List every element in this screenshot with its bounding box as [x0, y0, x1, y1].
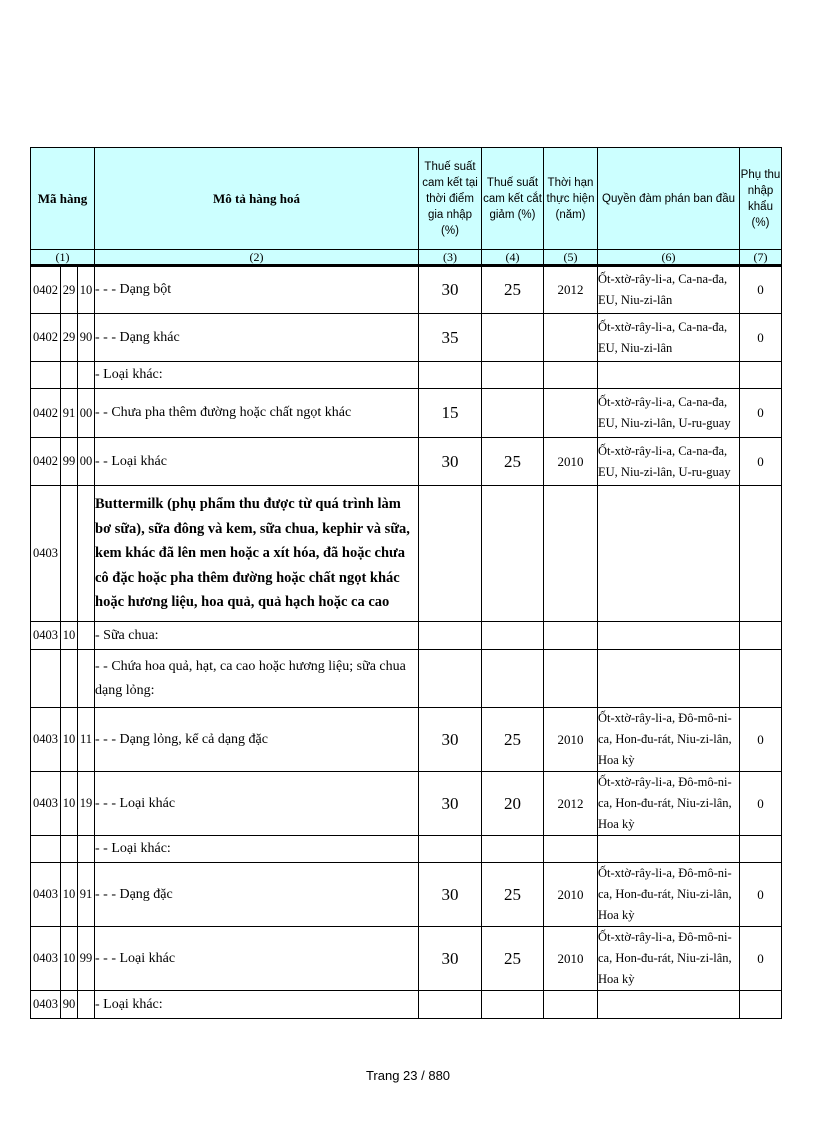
header-quyen-dam-phan: Quyền đàm phán ban đầu [598, 148, 740, 250]
table-row [31, 314, 782, 362]
reduced-rate [482, 389, 544, 438]
description: - - Chưa pha thêm đường hoặc chất ngọt khác [95, 389, 419, 438]
code-part-2: 29 [61, 314, 78, 362]
table-row [31, 863, 782, 927]
header-row [31, 148, 782, 250]
implementation-year [544, 991, 598, 1019]
code-part-3 [78, 486, 95, 622]
code-part-2: 10 [61, 708, 78, 772]
implementation-year [544, 486, 598, 622]
negotiating-rights: Ốt-xtờ-rây-li-a, Đô-mô-ni-ca, Hon-đu-rát, Niu-zi-lân, Hoa kỳ [598, 927, 740, 991]
col-number-5: (5) [544, 250, 598, 266]
code-part-2 [61, 650, 78, 708]
code-part-1: 0402 [31, 438, 61, 486]
code-part-3: 91 [78, 863, 95, 927]
header-phu-thu: Phụ thu nhập khẩu (%) [740, 148, 782, 250]
code-part-1: 0403 [31, 772, 61, 836]
col-number-4: (4) [482, 250, 544, 266]
bound-rate [419, 650, 482, 708]
code-part-3 [78, 991, 95, 1019]
import-surcharge: 0 [740, 772, 782, 836]
header-thoi-han: Thời hạn thực hiện (năm) [544, 148, 598, 250]
reduced-rate [482, 362, 544, 389]
code-part-1: 0403 [31, 927, 61, 991]
description: - - - Dạng khác [95, 314, 419, 362]
bound-rate: 30 [419, 266, 482, 314]
code-part-1: 0402 [31, 389, 61, 438]
description: - Sữa chua: [95, 622, 419, 650]
negotiating-rights: Ốt-xtờ-rây-li-a, Đô-mô-ni-ca, Hon-đu-rát, Niu-zi-lân, Hoa kỳ [598, 708, 740, 772]
code-part-3: 00 [78, 438, 95, 486]
bound-rate [419, 836, 482, 863]
code-part-1: 0403 [31, 708, 61, 772]
page-footer: Trang 23 / 880 [365, 1068, 451, 1083]
bound-rate: 30 [419, 927, 482, 991]
table-row [31, 650, 782, 708]
table-row [31, 362, 782, 389]
negotiating-rights [598, 650, 740, 708]
code-part-2: 10 [61, 772, 78, 836]
code-part-2: 29 [61, 266, 78, 314]
description: - - Chứa hoa quả, hạt, ca cao hoặc hương liệu; sữa chua dạng lỏng: [95, 650, 419, 708]
code-part-1 [31, 362, 61, 389]
code-part-2 [61, 836, 78, 863]
code-part-2: 91 [61, 389, 78, 438]
bound-rate [419, 991, 482, 1019]
implementation-year [544, 389, 598, 438]
code-part-3: 99 [78, 927, 95, 991]
implementation-year [544, 650, 598, 708]
description: - - - Dạng lỏng, kể cả dạng đặc [95, 708, 419, 772]
tariff-table [30, 147, 782, 1019]
negotiating-rights: Ốt-xtờ-rây-li-a, Đô-mô-ni-ca, Hon-đu-rát, Niu-zi-lân, Hoa kỳ [598, 772, 740, 836]
import-surcharge [740, 650, 782, 708]
import-surcharge: 0 [740, 927, 782, 991]
code-part-3 [78, 650, 95, 708]
col-number-7: (7) [740, 250, 782, 266]
bound-rate [419, 486, 482, 622]
reduced-rate [482, 622, 544, 650]
code-part-2: 10 [61, 927, 78, 991]
code-part-1: 0403 [31, 863, 61, 927]
description: - - - Dạng đặc [95, 863, 419, 927]
import-surcharge: 0 [740, 438, 782, 486]
reduced-rate: 20 [482, 772, 544, 836]
code-part-2 [61, 362, 78, 389]
bound-rate [419, 362, 482, 389]
header-mo-ta: Mô tả hàng hoá [95, 148, 419, 250]
negotiating-rights: Ốt-xtờ-rây-li-a, Ca-na-đa, EU, Niu-zi-lân, U-ru-guay [598, 438, 740, 486]
code-part-3: 00 [78, 389, 95, 438]
negotiating-rights [598, 486, 740, 622]
bound-rate: 30 [419, 438, 482, 486]
column-number-row [31, 250, 782, 266]
description: - Loại khác: [95, 991, 419, 1019]
reduced-rate [482, 486, 544, 622]
header-thue-suat-cam-ket: Thuế suất cam kết tại thời điểm gia nhập (%) [419, 148, 482, 250]
description: Buttermilk (phụ phẩm thu được từ quá trình làm bơ sữa), sữa đông và kem, sữa chua, kephir và sữa, kem khác đã lên men hoặc a xít hóa, đã hoặc chưa cô đặc hoặc pha thêm đường hoặc chất ngọt khác hoặc hương liệu, hoa quả, quả hạch hoặc ca cao [95, 486, 419, 622]
code-part-3: 10 [78, 266, 95, 314]
implementation-year: 2012 [544, 772, 598, 836]
code-part-3 [78, 622, 95, 650]
code-part-3 [78, 836, 95, 863]
table-row [31, 438, 782, 486]
negotiating-rights [598, 622, 740, 650]
reduced-rate: 25 [482, 708, 544, 772]
table-row [31, 622, 782, 650]
bound-rate: 35 [419, 314, 482, 362]
import-surcharge [740, 991, 782, 1019]
import-surcharge [740, 622, 782, 650]
code-part-2: 90 [61, 991, 78, 1019]
code-part-1: 0403 [31, 486, 61, 622]
header-thue-suat-cat-giam: Thuế suất cam kết cắt giảm (%) [482, 148, 544, 250]
import-surcharge: 0 [740, 389, 782, 438]
implementation-year: 2010 [544, 863, 598, 927]
description: - - Loại khác: [95, 836, 419, 863]
code-part-2: 99 [61, 438, 78, 486]
table-row [31, 991, 782, 1019]
code-part-1: 0403 [31, 991, 61, 1019]
negotiating-rights [598, 836, 740, 863]
bound-rate: 30 [419, 772, 482, 836]
reduced-rate: 25 [482, 438, 544, 486]
negotiating-rights: Ốt-xtờ-rây-li-a, Ca-na-đa, EU, Niu-zi-lân [598, 266, 740, 314]
reduced-rate [482, 650, 544, 708]
code-part-1: 0403 [31, 622, 61, 650]
code-part-3: 90 [78, 314, 95, 362]
bound-rate: 30 [419, 708, 482, 772]
import-surcharge: 0 [740, 266, 782, 314]
import-surcharge [740, 836, 782, 863]
description: - Loại khác: [95, 362, 419, 389]
description: - - - Dạng bột [95, 266, 419, 314]
implementation-year [544, 314, 598, 362]
code-part-3 [78, 362, 95, 389]
table-row [31, 266, 782, 314]
code-part-1: 0402 [31, 266, 61, 314]
bound-rate: 30 [419, 863, 482, 927]
negotiating-rights [598, 362, 740, 389]
code-part-2: 10 [61, 622, 78, 650]
table-row [31, 927, 782, 991]
code-part-1 [31, 650, 61, 708]
table-row [31, 486, 782, 622]
implementation-year: 2012 [544, 266, 598, 314]
code-part-1 [31, 836, 61, 863]
description: - - - Loại khác [95, 772, 419, 836]
table-row [31, 836, 782, 863]
import-surcharge: 0 [740, 314, 782, 362]
reduced-rate [482, 314, 544, 362]
implementation-year: 2010 [544, 708, 598, 772]
bound-rate: 15 [419, 389, 482, 438]
col-number-2: (2) [95, 250, 419, 266]
col-number-3: (3) [419, 250, 482, 266]
implementation-year: 2010 [544, 927, 598, 991]
negotiating-rights: Ốt-xtờ-rây-li-a, Ca-na-đa, EU, Niu-zi-lân [598, 314, 740, 362]
implementation-year [544, 362, 598, 389]
import-surcharge: 0 [740, 863, 782, 927]
code-part-3: 19 [78, 772, 95, 836]
code-part-1: 0402 [31, 314, 61, 362]
implementation-year: 2010 [544, 438, 598, 486]
table-row [31, 389, 782, 438]
reduced-rate: 25 [482, 863, 544, 927]
description: - - Loại khác [95, 438, 419, 486]
code-part-3: 11 [78, 708, 95, 772]
bound-rate [419, 622, 482, 650]
table-row [31, 708, 782, 772]
col-number-1: (1) [31, 250, 95, 266]
import-surcharge: 0 [740, 708, 782, 772]
code-part-2 [61, 486, 78, 622]
import-surcharge [740, 486, 782, 622]
implementation-year [544, 622, 598, 650]
header-ma-hang: Mã hàng [31, 148, 95, 250]
reduced-rate: 25 [482, 927, 544, 991]
negotiating-rights [598, 991, 740, 1019]
code-part-2: 10 [61, 863, 78, 927]
implementation-year [544, 836, 598, 863]
reduced-rate [482, 991, 544, 1019]
reduced-rate: 25 [482, 266, 544, 314]
reduced-rate [482, 836, 544, 863]
negotiating-rights: Ốt-xtờ-rây-li-a, Ca-na-đa, EU, Niu-zi-lân, U-ru-guay [598, 389, 740, 438]
table-body [31, 266, 782, 1019]
table-row [31, 772, 782, 836]
import-surcharge [740, 362, 782, 389]
description: - - - Loại khác [95, 927, 419, 991]
negotiating-rights: Ốt-xtờ-rây-li-a, Đô-mô-ni-ca, Hon-đu-rát, Niu-zi-lân, Hoa kỳ [598, 863, 740, 927]
col-number-6: (6) [598, 250, 740, 266]
